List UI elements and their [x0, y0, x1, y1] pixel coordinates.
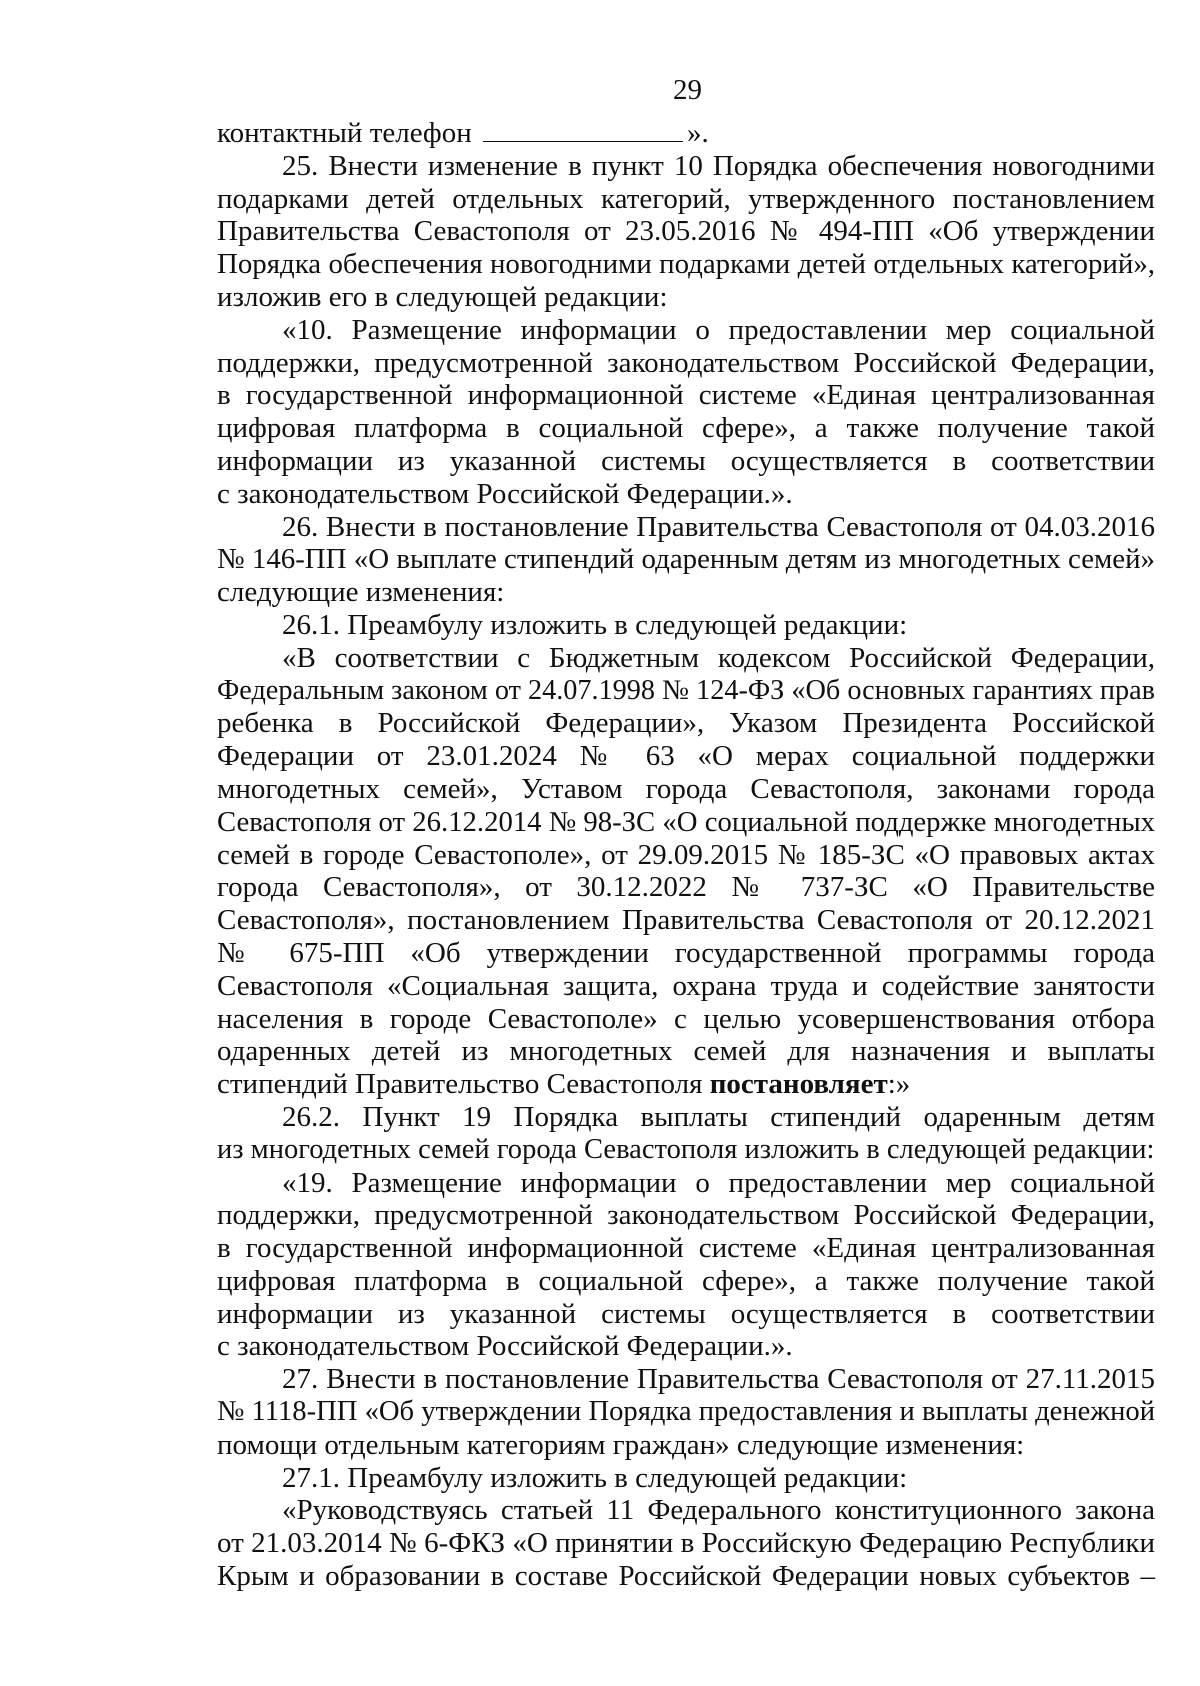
line-text: Севастополя от 26.12.2014 № 98-ЗС «О социальной поддержке многодетных — [217, 805, 1155, 838]
text-line — [217, 1429, 1155, 1462]
line-text: помощи отдельным категориям граждан» следующие изменения: — [217, 1428, 1025, 1461]
text-line — [217, 1560, 1155, 1593]
line-text: семей в городе Севастополе», от 29.09.2015 № 185-ЗС «О правовых актах — [217, 838, 1155, 871]
text-line — [217, 806, 1155, 839]
line-text: поддержки, предусмотренной законодательством Российской Федерации, — [217, 346, 1155, 379]
line-text: с законодательством Российской Федерации.». — [217, 1330, 793, 1363]
line-text: от 21.03.2014 № 6-ФКЗ «О принятии в Российскую Федерацию Республики — [217, 1527, 1155, 1560]
text-line — [217, 773, 1155, 806]
text-line — [217, 445, 1155, 478]
text-line — [217, 1199, 1155, 1232]
line-text: 27.1. Преамбулу изложить в следующей редакции: — [282, 1461, 908, 1494]
text-line — [217, 871, 1155, 904]
text-line — [217, 1527, 1155, 1560]
text-line — [217, 904, 1155, 937]
line-text: 27. Внести в постановление Правительства Севастополя от 27.11.2015 — [282, 1363, 1155, 1396]
text-line — [217, 1167, 1155, 1200]
line-text: ребенка в Российской Федерации», Указом Президента Российской — [217, 707, 1155, 740]
text-line — [217, 1462, 1155, 1495]
text-line — [217, 1330, 1155, 1363]
line-text: следующие изменения: — [217, 576, 505, 609]
text-line — [217, 281, 1155, 314]
line-text: 25. Внести изменение в пункт 10 Порядка обеспечения новогодними — [282, 149, 1155, 182]
text-line — [217, 1035, 1155, 1068]
line-text: «19. Размещение информации о предоставлении мер социальной — [282, 1166, 1155, 1199]
line-text: поддержки, предусмотренной законодательством Российской Федерации, — [217, 1199, 1155, 1232]
text-line — [217, 642, 1155, 675]
line-text: Порядка обеспечения новогодними подарками детей отдельных категорий», — [217, 248, 1155, 281]
text-line — [217, 937, 1155, 970]
text-line — [217, 609, 1155, 642]
text-line — [217, 1363, 1155, 1396]
line-text: 26. Внести в постановление Правительства Севастополя от 04.03.2016 — [282, 510, 1155, 543]
line-suffix: ». — [687, 117, 709, 149]
line-text: многодетных семей», Уставом города Севастополя, законами города — [217, 772, 1155, 805]
bold-text: постановляет — [709, 1068, 888, 1101]
line-text: одаренных детей из многодетных семей для назначения и выплаты — [217, 1035, 1155, 1068]
text-line — [217, 314, 1155, 347]
line-text: города Севастополя», от 30.12.2022 № 737-ЗС «О Правительстве — [217, 871, 1155, 904]
line-text: «В соответствии с Бюджетным кодексом Российской Федерации, — [282, 641, 1155, 674]
text-line — [217, 215, 1155, 248]
line-text: цифровая платформа в социальной сфере», а также получение такой — [217, 412, 1155, 445]
text-line — [217, 511, 1155, 544]
text-line — [217, 1494, 1155, 1527]
line-text: № 146-ПП «О выплате стипендий одаренным детям из многодетных семей» — [217, 543, 1155, 576]
line-text: Федеральным законом от 24.07.1998 № 124-ФЗ «Об основных гарантиях прав — [217, 674, 1155, 706]
text-line — [217, 1134, 1155, 1167]
text-line — [217, 740, 1155, 773]
text-line — [217, 707, 1155, 740]
line-text: в государственной информационной системе «Единая централизованная — [217, 1232, 1155, 1265]
text-line — [217, 248, 1155, 281]
line-text: «10. Размещение информации о предоставлении мер социальной — [282, 313, 1155, 346]
text-line — [217, 675, 1155, 708]
line-text: Федерации от 23.01.2024 № 63 «О мерах социальной поддержки — [217, 740, 1155, 773]
document-body — [217, 117, 1155, 1593]
text-line — [217, 1101, 1155, 1134]
text-line — [217, 347, 1155, 380]
line-text: подарками детей отдельных категорий, утвержденного постановлением — [217, 182, 1155, 215]
text-line — [217, 1003, 1155, 1036]
text-line — [217, 117, 1155, 150]
line-suffix: :» — [887, 1068, 911, 1101]
line-text: населения в городе Севастополе» с целью усовершенствования отбора — [217, 1002, 1155, 1035]
text-line — [217, 1265, 1155, 1298]
line-text: Правительства Севастополя от 23.05.2016 № 494-ПП «Об утверждении — [217, 215, 1155, 248]
text-line — [217, 543, 1155, 576]
text-line — [217, 379, 1155, 412]
line-text: изложив его в следующей редакции: — [217, 280, 668, 313]
text-line — [217, 150, 1155, 183]
line-text: «Руководствуясь статьей 11 Федерального конституционного закона — [282, 1494, 1155, 1527]
line-text: 26.1. Преамбулу изложить в следующей редакции: — [282, 608, 908, 641]
fill-in-blank — [483, 119, 683, 142]
line-text: 26.2. Пункт 19 Порядка выплаты стипендий одаренным детям — [282, 1100, 1155, 1133]
line-text: из многодетных семей города Севастополя изложить в следующей редакции: — [217, 1133, 1155, 1165]
text-line — [217, 412, 1155, 445]
line-text: Крым и образовании в составе Российской Федерации новых субъектов – — [217, 1560, 1155, 1593]
text-line — [217, 839, 1155, 872]
text-line — [217, 576, 1155, 609]
text-line — [217, 1232, 1155, 1265]
text-line — [217, 478, 1155, 511]
line-text: контактный телефон — [217, 117, 479, 149]
line-text: цифровая платформа в социальной сфере», а также получение такой — [217, 1264, 1155, 1297]
line-text: стипендий Правительство Севастополя — [217, 1068, 710, 1101]
text-line — [217, 1298, 1155, 1331]
line-text: с законодательством Российской Федерации.». — [217, 477, 793, 510]
line-text: Севастополя «Социальная защита, охрана труда и содействие занятости — [217, 969, 1155, 1002]
line-text: информации из указанной системы осуществляется в соответствии — [217, 1297, 1155, 1330]
text-line — [217, 183, 1155, 216]
line-text: в государственной информационной системе «Единая централизованная — [217, 379, 1155, 412]
text-line — [217, 1068, 1155, 1101]
line-text: № 1118-ПП «Об утверждении Порядка предоставления и выплаты денежной — [217, 1396, 1155, 1428]
page-number: 29 — [673, 74, 702, 106]
text-line — [217, 970, 1155, 1003]
line-text: Севастополя», постановлением Правительства Севастополя от 20.12.2021 — [217, 904, 1155, 937]
line-text: № 675-ПП «Об утверждении государственной программы города — [217, 936, 1155, 969]
line-text: информации из указанной системы осуществляется в соответствии — [217, 444, 1155, 477]
text-line — [217, 1396, 1155, 1429]
